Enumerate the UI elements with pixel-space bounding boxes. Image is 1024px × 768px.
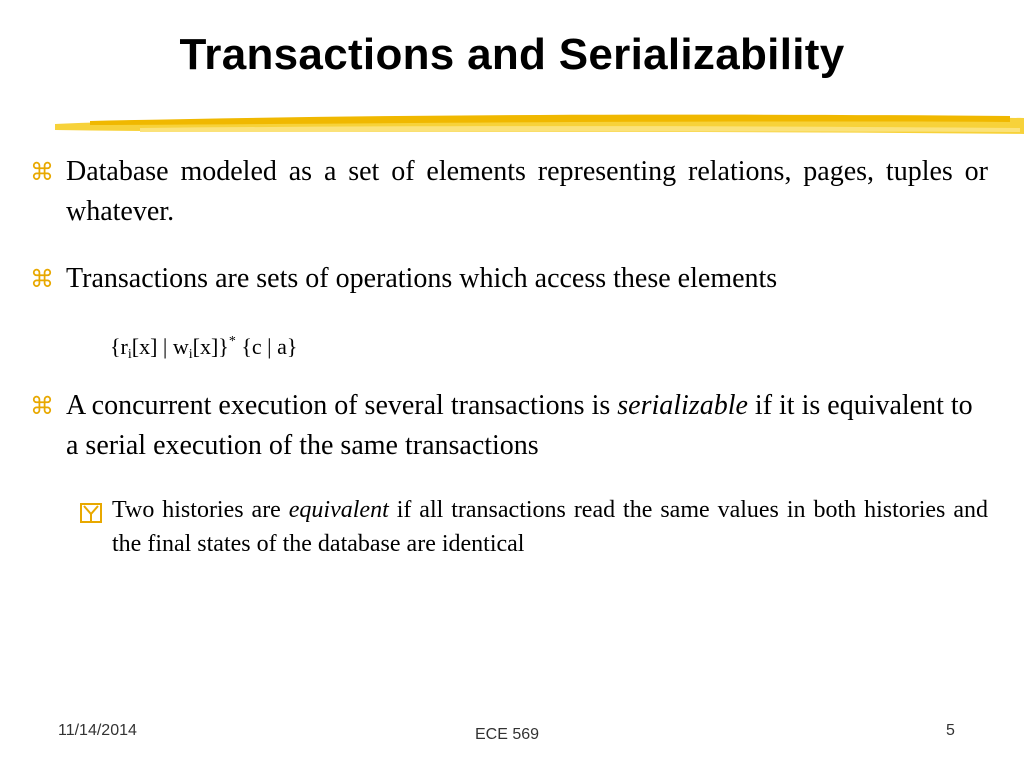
sub-bullet-text: Two histories are equivalent if all transactions read the same values in both histories and the final states of the database are identical <box>112 497 988 557</box>
footer-page-number: 5 <box>946 722 955 739</box>
serializable-term: serializable <box>617 390 748 421</box>
bullet-text: A concurrent execution of several transactions is serializable if it is equivalent to a serial execution of the same transactions <box>66 390 973 461</box>
checkbox-y-icon <box>80 493 112 561</box>
bullet-serializable <box>30 386 988 466</box>
equivalent-term: equivalent <box>288 497 389 523</box>
bullet-transactions <box>30 259 988 299</box>
transaction-formula: {$r_i[x]$ | $w_i[x]\}^*$ {c | a} <box>110 334 298 362</box>
bullet-text: Transactions are sets of operations which access these elements <box>66 263 778 294</box>
command-key-icon: ⌘ <box>30 392 54 420</box>
slide-title: Transactions and Serializability <box>179 30 845 79</box>
command-key-icon: ⌘ <box>30 265 54 293</box>
footer-date: 11/14/2014 <box>58 722 137 739</box>
bullet-text: Database modeled as a set of elements representing relations, pages, tuples or whatever. <box>66 156 988 227</box>
command-key-icon: ⌘ <box>30 158 54 186</box>
bullet-database-model <box>30 152 988 232</box>
footer-course: ECE 569 <box>475 726 540 743</box>
title-underline-brushstroke <box>50 104 1024 142</box>
sub-bullet-equivalent <box>80 493 988 561</box>
